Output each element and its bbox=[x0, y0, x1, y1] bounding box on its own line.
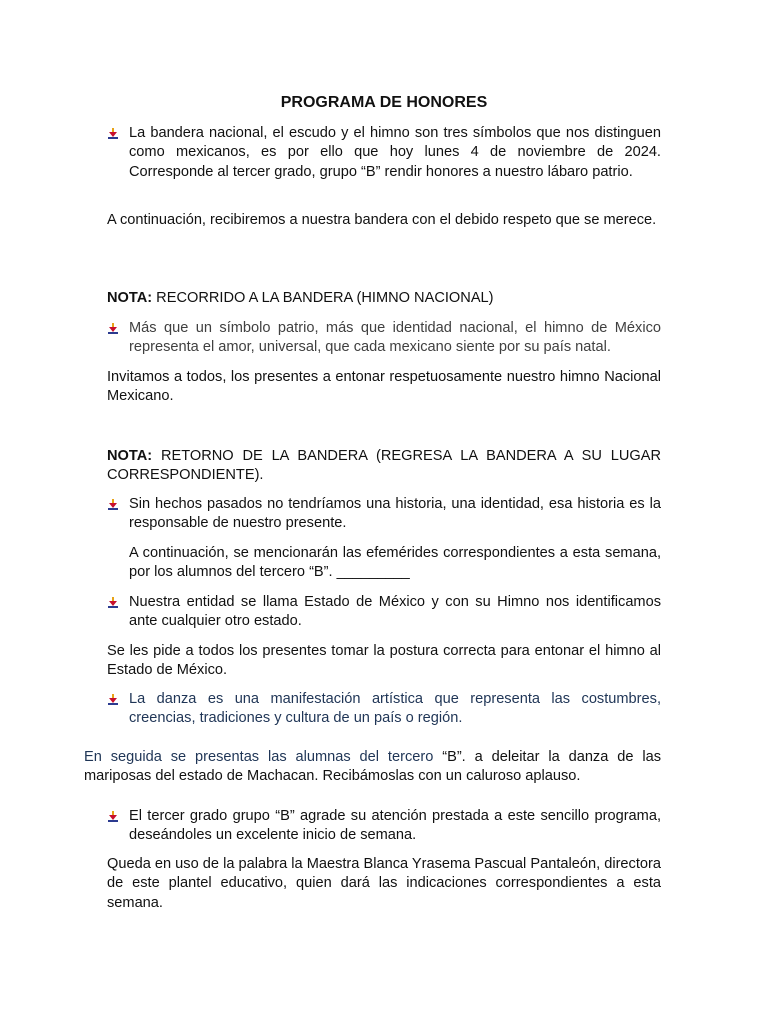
bullet-paragraph-historia bbox=[129, 495, 661, 534]
paragraph-efemerides bbox=[129, 544, 661, 583]
bullet-paragraph-danza bbox=[129, 690, 661, 729]
bullet-paragraph-entidad bbox=[129, 593, 661, 632]
nota-text: RECORRIDO A LA BANDERA (HIMNO NACIONAL) bbox=[152, 290, 494, 306]
paragraph-text: Más que un símbolo patrio, más que identidad nacional, el himno de México representa el amor, universal, que cada mexicano siente por su país natal. bbox=[129, 320, 661, 356]
nota-recorrido bbox=[107, 289, 661, 308]
page-title: PROGRAMA DE HONORES bbox=[280, 94, 488, 111]
nota-text: RETORNO DE LA BANDERA (REGRESA LA BANDERA A SU LUGAR CORRESPONDIENTE). bbox=[107, 448, 661, 484]
paragraph-text: Se les pide a todos los presentes tomar la postura correcta para entonar el himno al Estado de México. bbox=[107, 643, 661, 679]
paragraph-text: “B”. a deleitar la danza de las mariposas del estado de Machacan. Recibámoslas con un caluroso aplauso. bbox=[84, 749, 661, 785]
paragraph-recibiremos bbox=[107, 211, 661, 230]
arrow-down-bullet-icon bbox=[107, 596, 119, 608]
bullet-paragraph-agradecimiento bbox=[129, 807, 661, 846]
bullet-paragraph-simbolos bbox=[129, 124, 661, 182]
paragraph-text: El tercer grado grupo “B” agrade su atención prestada a este sencillo programa, deseándoles un excelente inicio de semana. bbox=[129, 808, 661, 844]
paragraph-text: Sin hechos pasados no tendríamos una historia, una identidad, esa historia es la responsable de nuestro presente. bbox=[129, 496, 661, 532]
paragraph-text: Nuestra entidad se llama Estado de México y con su Himno nos identificamos ante cualquier otro estado. bbox=[129, 594, 661, 630]
paragraph-text: Invitamos a todos, los presentes a entonar respetuosamente nuestro himno Nacional Mexicano. bbox=[107, 369, 661, 405]
paragraph-postura bbox=[107, 642, 661, 681]
nota-retorno bbox=[107, 447, 661, 486]
arrow-down-bullet-icon bbox=[107, 693, 119, 705]
arrow-down-bullet-icon bbox=[107, 322, 119, 334]
nota-label: NOTA: bbox=[107, 290, 153, 306]
paragraph-cierre bbox=[107, 855, 661, 913]
arrow-down-bullet-icon bbox=[107, 127, 119, 139]
paragraph-text: La danza es una manifestación artística que representa las costumbres, creencias, tradiciones y cultura de un país o región. bbox=[129, 691, 661, 727]
paragraph-presentacion bbox=[84, 748, 661, 787]
paragraph-text: A continuación, se mencionarán las efemérides correspondientes a esta semana, por los alumnos del tercero “B”. _________ bbox=[129, 545, 661, 581]
paragraph-text: A continuación, recibiremos a nuestra bandera con el debido respeto que se merece. bbox=[107, 212, 657, 228]
paragraph-text-blue: En seguida se presentas las alumnas del tercero bbox=[84, 749, 434, 765]
paragraph-text: Queda en uso de la palabra la Maestra Blanca Yrasema Pascual Pantaleón, directora de este plantel educativo, quien dará las indicaciones correspondientes a esta semana. bbox=[107, 856, 661, 911]
bullet-paragraph-himno bbox=[129, 319, 661, 358]
arrow-down-bullet-icon bbox=[107, 810, 119, 822]
paragraph-invitamos bbox=[107, 368, 661, 407]
paragraph-text: La bandera nacional, el escudo y el himno son tres símbolos que nos distinguen como mexicanos, es por ello que hoy lunes 4 de noviembre de 2024. Corresponde al tercer grado, grupo “B” rendir honores a nuestro lábaro patrio. bbox=[129, 125, 661, 180]
arrow-down-bullet-icon bbox=[107, 498, 119, 510]
nota-label: NOTA: bbox=[107, 448, 153, 464]
